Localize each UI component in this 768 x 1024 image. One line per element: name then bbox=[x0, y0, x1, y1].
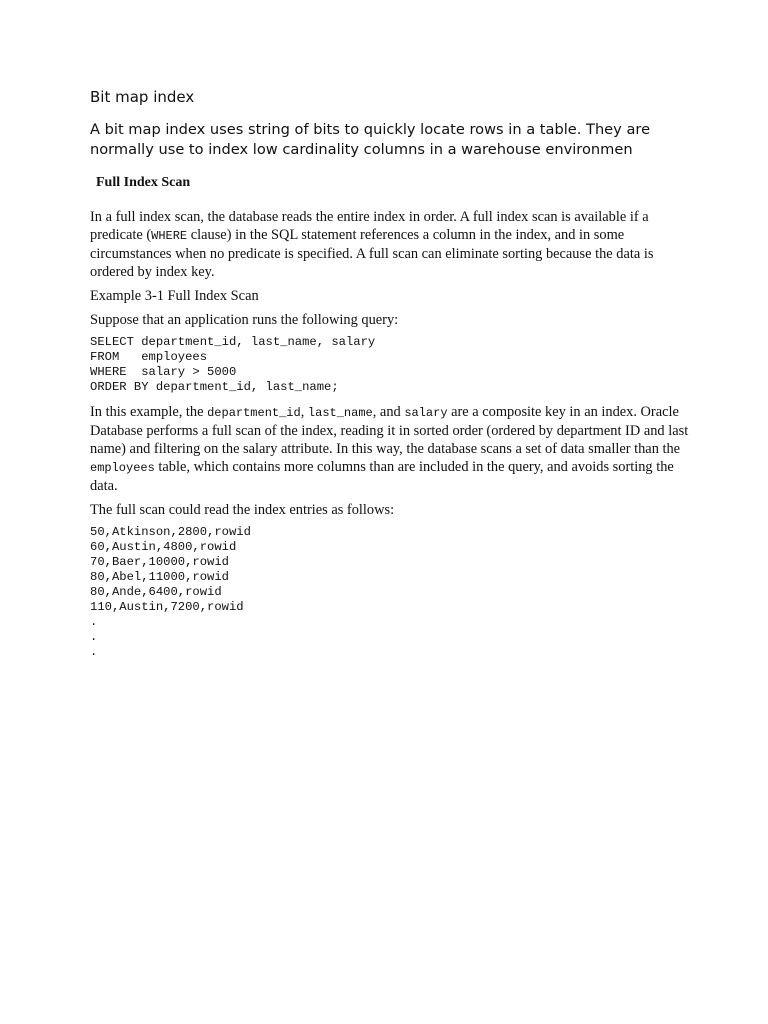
index-entry: 70,Baer,10000,rowid bbox=[90, 555, 229, 569]
index-entry: 50,Atkinson,2800,rowid bbox=[90, 525, 251, 539]
entries-intro: The full scan could read the index entries as follows: bbox=[90, 502, 395, 518]
ellipsis-dot: . bbox=[90, 630, 98, 644]
index-entry: 110,Austin,7200,rowid bbox=[90, 600, 244, 614]
bitmap-heading: Bit map index bbox=[90, 88, 195, 106]
inline-code-salary: salary bbox=[404, 406, 448, 420]
text-run: In this example, the bbox=[90, 404, 208, 420]
inline-code-where: WHERE bbox=[151, 229, 188, 243]
inline-code-last-name: last_name bbox=[307, 406, 373, 420]
text-run: are a composite key in an index. Oracle Database performs a full scan of the index, reading it in sorted order (ordered by department ID and last name) and filtering on the salary attribute. In this way, the database scans a set of data smaller than the bbox=[90, 404, 689, 457]
text-run: In a full index scan, the database reads the entire index in order. A full index scan is available if a predicate ( bbox=[90, 209, 649, 243]
bitmap-paragraph: A bit map index uses string of bits to quickly locate rows in a table. They are normally use to index low cardinality columns in a warehouse environmen bbox=[90, 121, 651, 158]
inline-code-employees: employees bbox=[90, 461, 155, 475]
code-line: FROM employees bbox=[90, 350, 208, 364]
inline-code-department-id: department_id bbox=[207, 406, 301, 420]
document-page bbox=[90, 88, 690, 668]
code-line: ORDER BY department_id, last_name; bbox=[90, 380, 339, 394]
fullscan-paragraph-2 bbox=[90, 403, 690, 495]
text-run: table, which contains more columns than are included in the query, and avoids sorting the data. bbox=[90, 459, 674, 494]
text-run: clause) in the SQL statement references a column in the index, and in some circumstances when no predicate is specified. A full scan can eliminate sorting because the data is ordered by index key. bbox=[90, 227, 654, 280]
fullscan-heading: Full Index Scan bbox=[96, 175, 191, 190]
index-entry: 80,Abel,11000,rowid bbox=[90, 570, 229, 584]
query-intro: Suppose that an application runs the following query: bbox=[90, 312, 399, 328]
code-line: SELECT department_id, last_name, salary bbox=[90, 335, 376, 349]
ellipsis-dot: . bbox=[90, 645, 98, 659]
example-title: Example 3-1 Full Index Scan bbox=[90, 288, 259, 304]
code-line: WHERE salary > 5000 bbox=[90, 365, 237, 379]
text-run: , and bbox=[372, 404, 405, 420]
ellipsis-dot: . bbox=[90, 615, 98, 629]
sql-query-block bbox=[90, 335, 690, 395]
index-entry: 60,Austin,4800,rowid bbox=[90, 540, 237, 554]
fullscan-paragraph-1 bbox=[90, 208, 690, 281]
index-entries-block bbox=[90, 525, 690, 660]
index-entry: 80,Ande,6400,rowid bbox=[90, 585, 222, 599]
text-run: , bbox=[300, 404, 308, 420]
